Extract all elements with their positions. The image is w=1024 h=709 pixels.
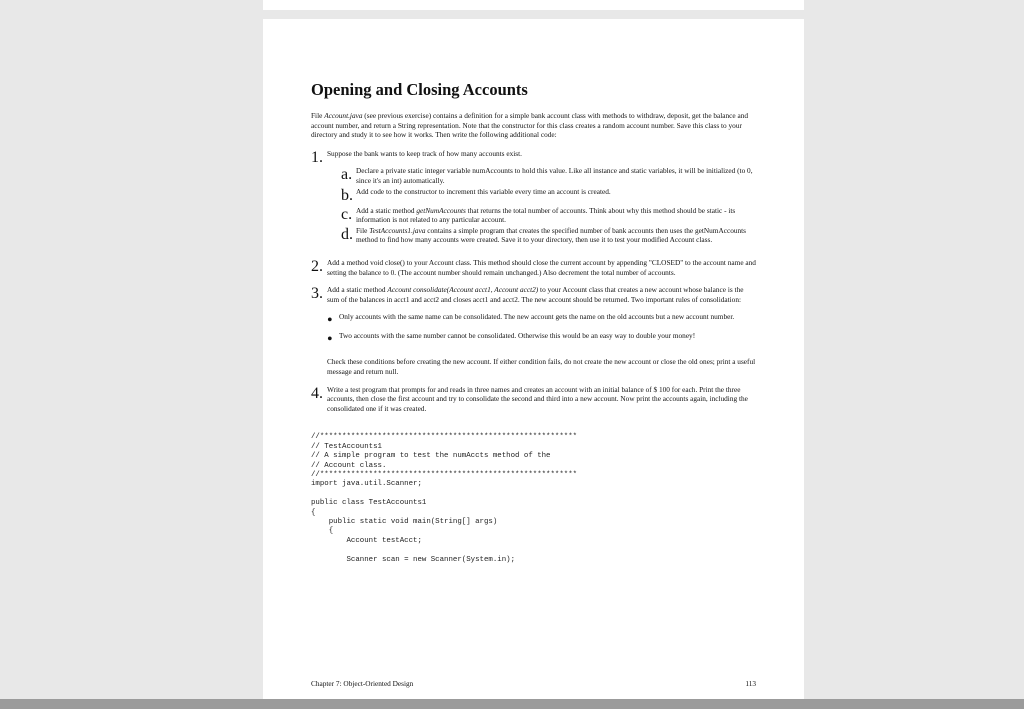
bullet-item: • Only accounts with the same name can be consolidated. The new account gets the name on the old accounts but a new account number. — [327, 312, 735, 330]
list-item-4: 4. Write a test program that prompts for and reads in three names and creates an account with an initial balance of $ 100 for each. Print the three accounts, then close the first account and try to consolidate the second and third into a new account. Now print the accounts again, including the consolidated one if it was created. — [311, 384, 748, 413]
sub-item-d: d. File TestAccounts1.java contains a simple program that creates the specified number of bank accounts then uses the getNumAccounts method to find how many accounts were created. Save it to your directory, then use it to test your modified Account class. — [341, 225, 747, 245]
sub-item-b: b. Add code to the constructor to increment this variable every time an account is created. — [341, 186, 611, 204]
previous-page-edge — [263, 0, 804, 10]
conditions-note: Check these conditions before creating the new account. If either condition fails, do not create the new account or close the old ones; print a useful message and return null. — [327, 357, 756, 376]
page-number: 113 — [745, 679, 756, 688]
file-name: Account.java — [324, 111, 363, 120]
page-title: Opening and Closing Accounts — [311, 80, 528, 99]
code-listing: //********************************************************** // TestAccounts1 // A simple program to test the numAccts method of the // Account class. //********************************************************** import java.util.Scanner; public class TestAccounts1 { public static void main(String[] args) { Account testAcct; Scanner scan = new Scanner(System.in); — [311, 433, 578, 564]
viewer-bottom-bar — [0, 699, 1024, 709]
bullet-icon: • — [327, 312, 333, 330]
list-item-3: 3. Add a static method Account consolidate(Account acct1, Account acct2) to your Account class that creates a new account whose balance is the sum of the balances in acct1 and acct2 and closes acct1 and acct2. The new account should be returned. Two important rules of consolidation: • Only accounts with the same name can be consolidated. The new account gets the name on the old accounts but a new account number. • Two accounts with the same number cannot be consolidated. Otherwise this would be an easy way to double your money! Check these conditions before creating the new account. If either condition fails, do not create the new account or close the old ones; print a useful message and return null. — [311, 285, 756, 376]
document-page — [263, 19, 804, 699]
sub-item-c: c. Add a static method getNumAccounts that returns the total number of accounts. Think about why this method should be static - its information is not related to any particular account. — [341, 205, 736, 225]
list-item-2: 2. Add a method void close() to your Account class. This method should close the current account by appending "CLOSED" to the account name and setting the balance to 0. (The account number should remain unchanged.) Also decrement the total number of accounts. — [311, 257, 756, 277]
list-item-1: 1. Suppose the bank wants to keep track of how many accounts exist. a. Declare a private static integer variable numAccounts to hold this value. Like all instance and static variables, it will be initialized (to 0, since it's an int) automatically. b. Add code to the constructor to increment this variable every time an account is created. c. Add a static method getNumAccounts that returns the total number of accounts. Think about why this method should be static - its information is not related to any particular account. d. File TestAccounts1.java contains a simple program that creates the specified number of bank accounts then uses the getNumAccounts method to find how many accounts were created. Save it to your directory, then use it to test your modified Account class. — [311, 149, 756, 245]
footer-chapter: Chapter 7: Object-Oriented Design — [311, 679, 414, 688]
bullet-icon: • — [327, 331, 333, 349]
sub-item-a: a. Declare a private static integer variable numAccounts to hold this value. Like all instance and static variables, it will be initialized (to 0, since it's an int) automatically. — [341, 166, 753, 185]
bullet-item: • Two accounts with the same number cannot be consolidated. Otherwise this would be an easy way to double your money! — [327, 331, 696, 349]
intro-paragraph: File Account.java (see previous exercise) contains a definition for a simple bank account class with methods to withdraw, deposit, get the balance and account number, and return a String representation. Note that the constructor for this class creates a random account number. Save this class to your directory and study it to see how it works. Then write the following additional code: — [311, 111, 749, 140]
